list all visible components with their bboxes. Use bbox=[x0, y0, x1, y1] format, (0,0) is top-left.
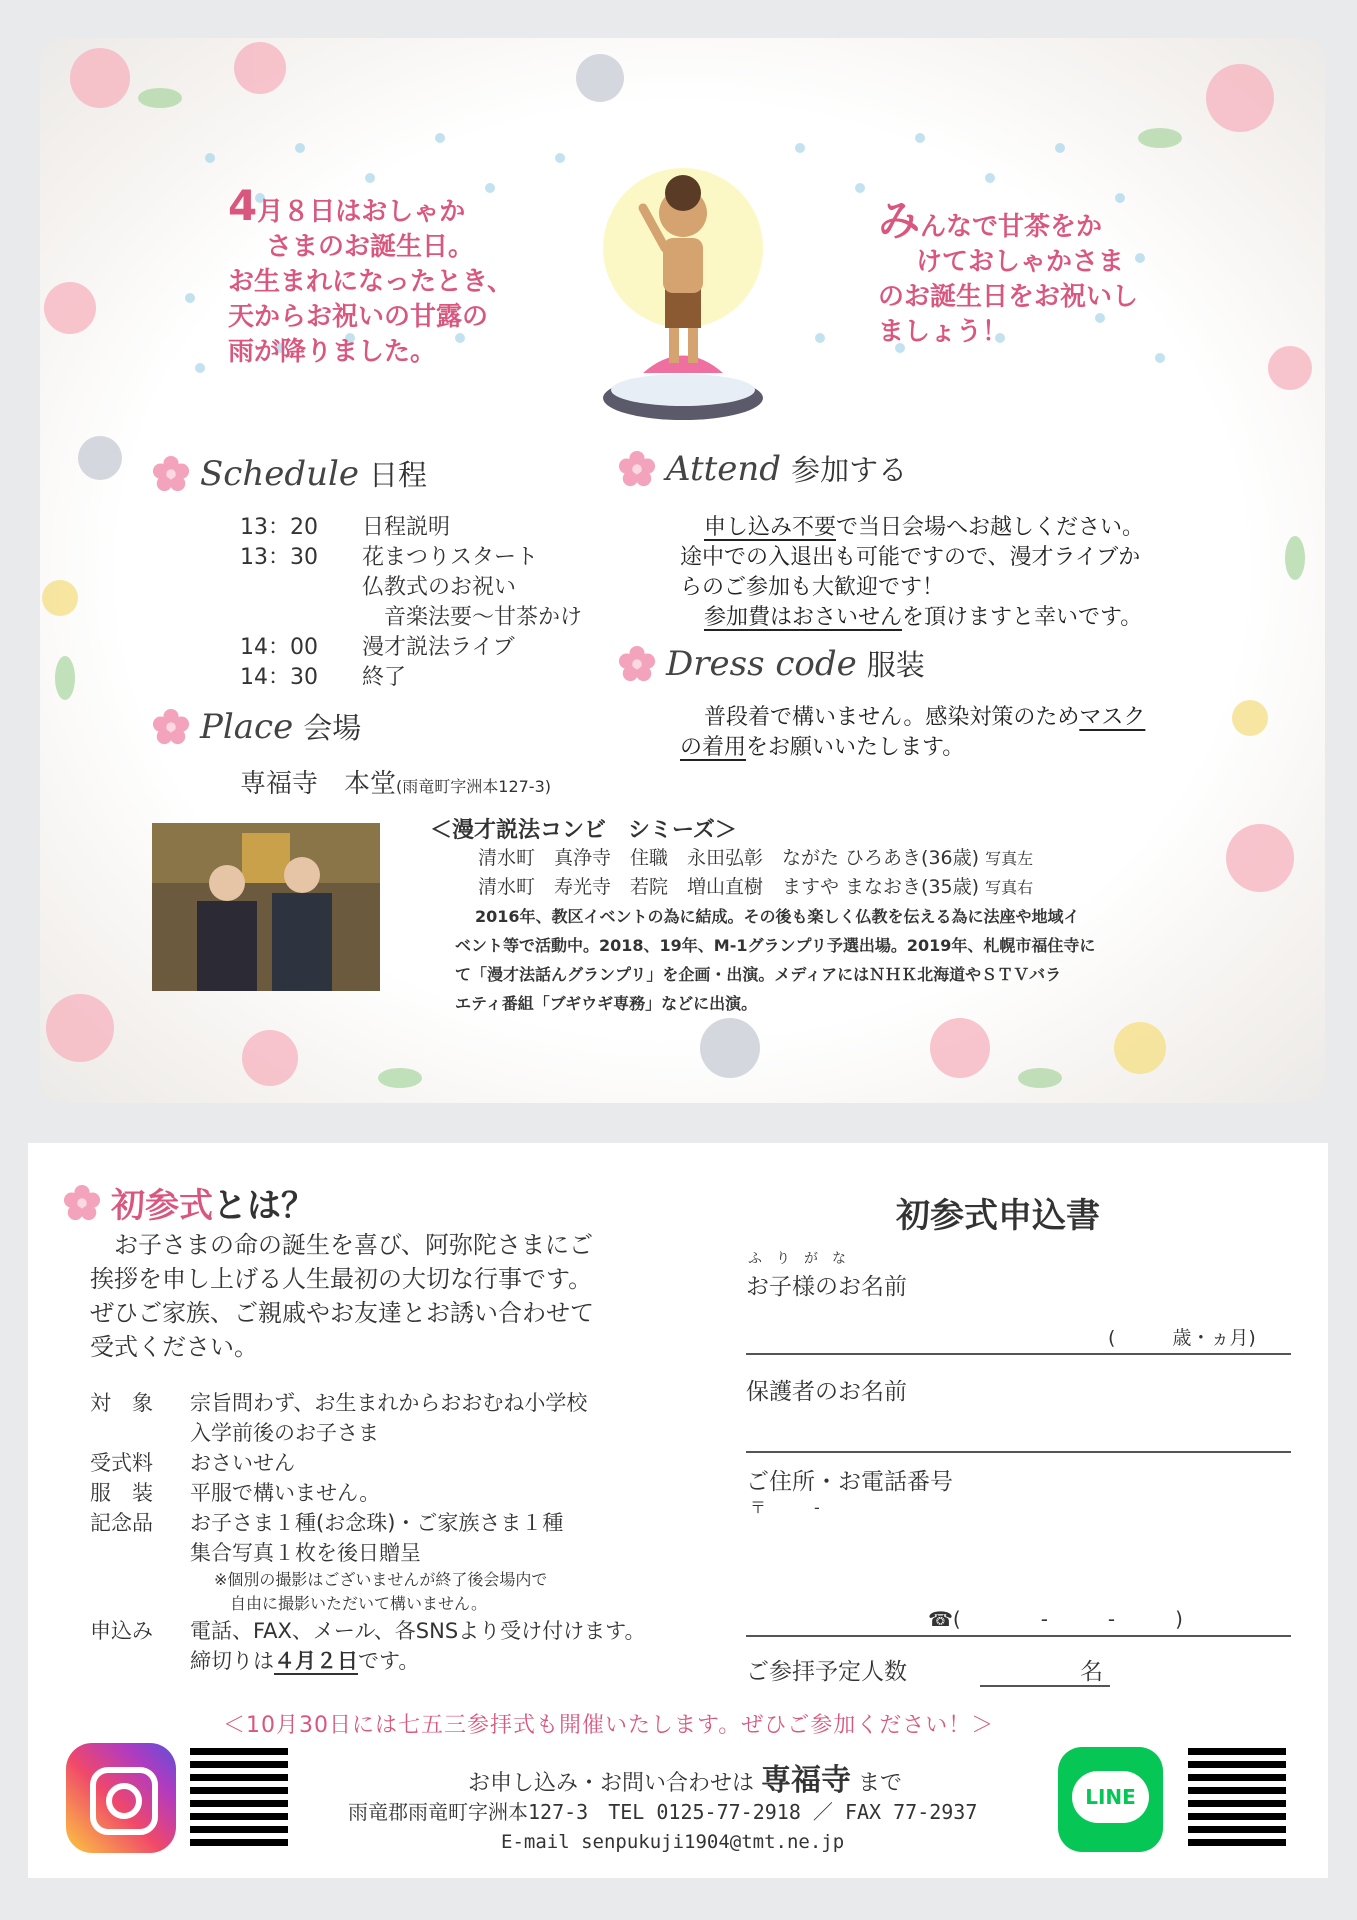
intro-right-line: ましょう！ bbox=[878, 317, 1009, 347]
detail-value: 入学前後のお子さま bbox=[190, 1421, 379, 1445]
schedule-item: 漫才説法ライブ bbox=[362, 635, 515, 660]
dress-line: マスク bbox=[1079, 705, 1146, 730]
sakura-icon bbox=[152, 455, 190, 493]
detail-value: 宗旨問わず、お生まれからおおむね小学校 bbox=[190, 1391, 588, 1415]
contact-line1 bbox=[468, 1755, 902, 1799]
schedule-time: 14：00 bbox=[240, 635, 318, 660]
detail-value: 平服で構いません。 bbox=[190, 1481, 381, 1505]
baby-buddha-illustration bbox=[595, 138, 770, 438]
schedule-time bbox=[240, 603, 362, 633]
combi-desc-line: て「漫才法話んグランプリ」を企画・出演。メディアにはＮＨＫ北海道やＳＴＶバラ bbox=[455, 965, 1062, 984]
dress-title-ja: 服装 bbox=[866, 648, 925, 682]
hatsumairi-desc-line: 受式ください。 bbox=[90, 1333, 258, 1361]
combi-member: 清水町 寿光寺 若院 増山直樹 ますや まなおき(35歳) bbox=[478, 876, 980, 898]
age-field[interactable]: ( 歳・ヵ月) bbox=[1108, 1327, 1256, 1349]
intro-right-lead: み bbox=[878, 196, 921, 245]
instagram-icon[interactable] bbox=[66, 1743, 176, 1853]
line-qr-code[interactable] bbox=[1188, 1748, 1286, 1846]
line-icon[interactable] bbox=[1058, 1747, 1163, 1852]
place-title-en: Place bbox=[200, 706, 294, 747]
combi-desc-line: ベント等で活動中。2018、19年、M-1グランプリ予選出場。2019年、札幌市福住寺に bbox=[455, 936, 1096, 955]
schedule-row bbox=[240, 663, 582, 693]
attend-heading bbox=[618, 448, 907, 489]
combi-desc bbox=[455, 902, 1285, 1018]
photo-note: ※個別の撮影はございませんが終了後会場内で bbox=[214, 1570, 548, 1589]
detail-label: 申込み bbox=[90, 1619, 153, 1643]
schedule-list bbox=[240, 513, 582, 693]
form-title: 初参式申込書 bbox=[896, 1196, 1100, 1236]
form-furigana: ふ り が な bbox=[748, 1251, 846, 1267]
photo-note: 自由に撮影いただいて構いません。 bbox=[230, 1594, 487, 1613]
dress-body bbox=[680, 703, 1145, 763]
sakura-icon bbox=[618, 645, 656, 683]
place-address: (雨竜町字洲本127-3) bbox=[396, 777, 551, 796]
sakura-icon bbox=[63, 1184, 101, 1222]
attend-line: 申し込み不要 bbox=[704, 515, 837, 540]
intro-left-lead: 4 bbox=[228, 181, 258, 230]
hatsumairi-details bbox=[90, 1388, 646, 1676]
detail-value: おさいせん bbox=[190, 1451, 295, 1475]
contact-email[interactable]: E-mail senpukuji1904@tmt.ne.jp bbox=[501, 1831, 845, 1853]
sakura-icon bbox=[618, 450, 656, 488]
schedule-item: 日程説明 bbox=[362, 515, 451, 540]
combi-photo bbox=[152, 823, 380, 991]
combi-member: 清水町 真浄寺 住職 永田弘彰 ながた ひろあき(36歳) bbox=[478, 847, 980, 869]
detail-row bbox=[90, 1508, 646, 1568]
instagram-icon-lens bbox=[106, 1783, 142, 1819]
detail-value: 集合写真１枚を後日贈呈 bbox=[190, 1541, 421, 1565]
schedule-item: 花まつりスタート bbox=[362, 545, 539, 570]
postal-field[interactable]: 〒 - bbox=[750, 1498, 820, 1517]
intro-right-line: けておしゃかさま bbox=[916, 247, 1125, 277]
temple-name: 専福寺 bbox=[761, 1763, 852, 1798]
guardian-label: 保護者のお名前 bbox=[746, 1379, 907, 1405]
hatsumairi-title-rest: とは？ bbox=[213, 1186, 315, 1226]
detail-label: 服 装 bbox=[90, 1481, 153, 1505]
schedule-item: 音楽法要～甘茶かけ bbox=[362, 605, 583, 630]
schedule-row bbox=[240, 543, 582, 573]
instagram-qr-code[interactable] bbox=[190, 1748, 288, 1846]
detail-value: 締切りは bbox=[190, 1649, 274, 1673]
attend-line: を頂けますと幸いです。 bbox=[902, 605, 1143, 630]
guardian-line[interactable] bbox=[746, 1451, 1291, 1453]
place-title-ja: 会場 bbox=[303, 711, 362, 745]
dress-line: の着用 bbox=[680, 735, 747, 760]
intro-left-line: 雨が降りました。 bbox=[228, 337, 437, 367]
schedule-heading bbox=[152, 453, 427, 494]
attend-line: 参加費はおさいせん bbox=[704, 605, 903, 630]
schedule-time: 13：20 bbox=[240, 515, 318, 540]
intro-left-line: 天からお祝いの甘露の bbox=[228, 302, 489, 332]
place-heading bbox=[152, 706, 361, 747]
hatsumairi-desc-line: お子さまの命の誕生を喜び、阿弥陀さまにご bbox=[90, 1231, 594, 1259]
schedule-title-en: Schedule bbox=[200, 453, 360, 494]
intro-left-line: お生まれになったとき、 bbox=[228, 267, 513, 297]
detail-label: 記念品 bbox=[90, 1511, 153, 1535]
tel-field[interactable]: ☎( - - ) bbox=[928, 1607, 1183, 1631]
dress-line: をお願いいたします。 bbox=[746, 735, 965, 760]
schedule-time: 14：30 bbox=[240, 665, 318, 690]
hatsumairi-desc-line: ぜひご家族、ご親戚やお友達とお誘い合わせて bbox=[90, 1299, 594, 1327]
attend-title-ja: 参加する bbox=[791, 453, 908, 487]
contact-text: まで bbox=[858, 1771, 903, 1796]
address-line[interactable] bbox=[746, 1635, 1291, 1637]
dress-title-en: Dress code bbox=[666, 643, 857, 684]
detail-value: です。 bbox=[358, 1649, 420, 1673]
detail-label: 受式料 bbox=[90, 1451, 153, 1475]
intro-right-line: のお誕生日をお祝いし bbox=[878, 282, 1139, 312]
attendees-label: ご参拝予定人数 bbox=[746, 1659, 907, 1685]
hatsumairi-heading bbox=[63, 1178, 315, 1227]
attend-line: 途中での入退出も可能ですので、漫才ライブか bbox=[680, 545, 1141, 570]
attend-title-en: Attend bbox=[666, 448, 782, 489]
combi-members bbox=[478, 844, 1033, 902]
combi-desc-line: エティ番組「ブギウギ専務」などに出演。 bbox=[455, 994, 758, 1013]
flyer-top-panel bbox=[40, 38, 1325, 1103]
intro-right-text bbox=[878, 196, 1139, 350]
intro-right-line: んなで甘茶をか bbox=[920, 212, 1103, 242]
place-text bbox=[240, 763, 551, 800]
child-name-label: お子様のお名前 bbox=[746, 1274, 907, 1300]
detail-row bbox=[90, 1448, 646, 1478]
detail-row bbox=[90, 1478, 646, 1508]
combi-member-note: 写真右 bbox=[985, 878, 1034, 897]
schedule-item: 終了 bbox=[362, 665, 407, 690]
contact-text: お申し込み・お問い合わせは bbox=[468, 1771, 755, 1796]
schedule-item: 仏教式のお祝い bbox=[362, 575, 517, 600]
hatsumairi-desc bbox=[90, 1228, 594, 1364]
schedule-time bbox=[240, 573, 362, 603]
detail-row bbox=[90, 1388, 646, 1448]
combi-title: ＜漫才説法コンビ シミーズ＞ bbox=[430, 818, 737, 843]
schedule-time: 13：30 bbox=[240, 545, 318, 570]
place-name: 専福寺 本堂 bbox=[240, 769, 397, 799]
detail-label: 対 象 bbox=[90, 1391, 153, 1415]
dress-line: 普段着で構いません。感染対策のため bbox=[704, 705, 1080, 730]
schedule-row bbox=[240, 603, 582, 633]
sakura-icon bbox=[152, 708, 190, 746]
intro-left-text bbox=[228, 181, 513, 370]
schedule-row bbox=[240, 573, 582, 603]
schedule-row bbox=[240, 513, 582, 543]
address-phone-label: ご住所・お電話番号 bbox=[746, 1469, 953, 1495]
deadline-date: ４月２日 bbox=[274, 1649, 358, 1673]
detail-row bbox=[90, 1616, 646, 1676]
combi-member-note: 写真左 bbox=[985, 849, 1034, 868]
combi-desc-line: 2016年、教区イベントの為に結成。その後も楽しく仏教を伝える為に法座や地域イ bbox=[475, 907, 1080, 926]
child-name-line[interactable] bbox=[746, 1353, 1291, 1355]
hatsumairi-title: 初参式 bbox=[111, 1186, 213, 1226]
dress-heading bbox=[618, 643, 925, 684]
shichigosan-notice: ＜10月30日には七五三参拝式も開催いたします。ぜひご参加ください！＞ bbox=[223, 1713, 995, 1738]
detail-value: 電話、FAX、メール、各SNSより受け付けます。 bbox=[190, 1619, 646, 1643]
attend-line: で当日会場へお越しください。 bbox=[836, 515, 1145, 540]
line-logo-text: LINE bbox=[1072, 1771, 1149, 1823]
hatsumairi-desc-line: 挨拶を申し上げる人生最初の大切な行事です。 bbox=[90, 1265, 593, 1293]
attendees-unit: 名 bbox=[1080, 1659, 1103, 1685]
schedule-title-ja: 日程 bbox=[369, 458, 428, 492]
intro-left-line: 月８日はおしゃか bbox=[257, 197, 466, 227]
attend-body bbox=[680, 513, 1144, 633]
attend-line: らのご参加も大歓迎です！ bbox=[680, 575, 945, 600]
flyer-bottom-panel bbox=[28, 1143, 1328, 1878]
contact-address: 雨竜郡雨竜町字洲本127-3 TEL 0125-77-2918 ／ FAX 77-2937 bbox=[348, 1800, 978, 1824]
intro-left-line: さまのお誕生日。 bbox=[266, 232, 475, 262]
schedule-row bbox=[240, 633, 582, 663]
detail-value: お子さま１種(お念珠)・ご家族さま１種 bbox=[190, 1511, 564, 1535]
